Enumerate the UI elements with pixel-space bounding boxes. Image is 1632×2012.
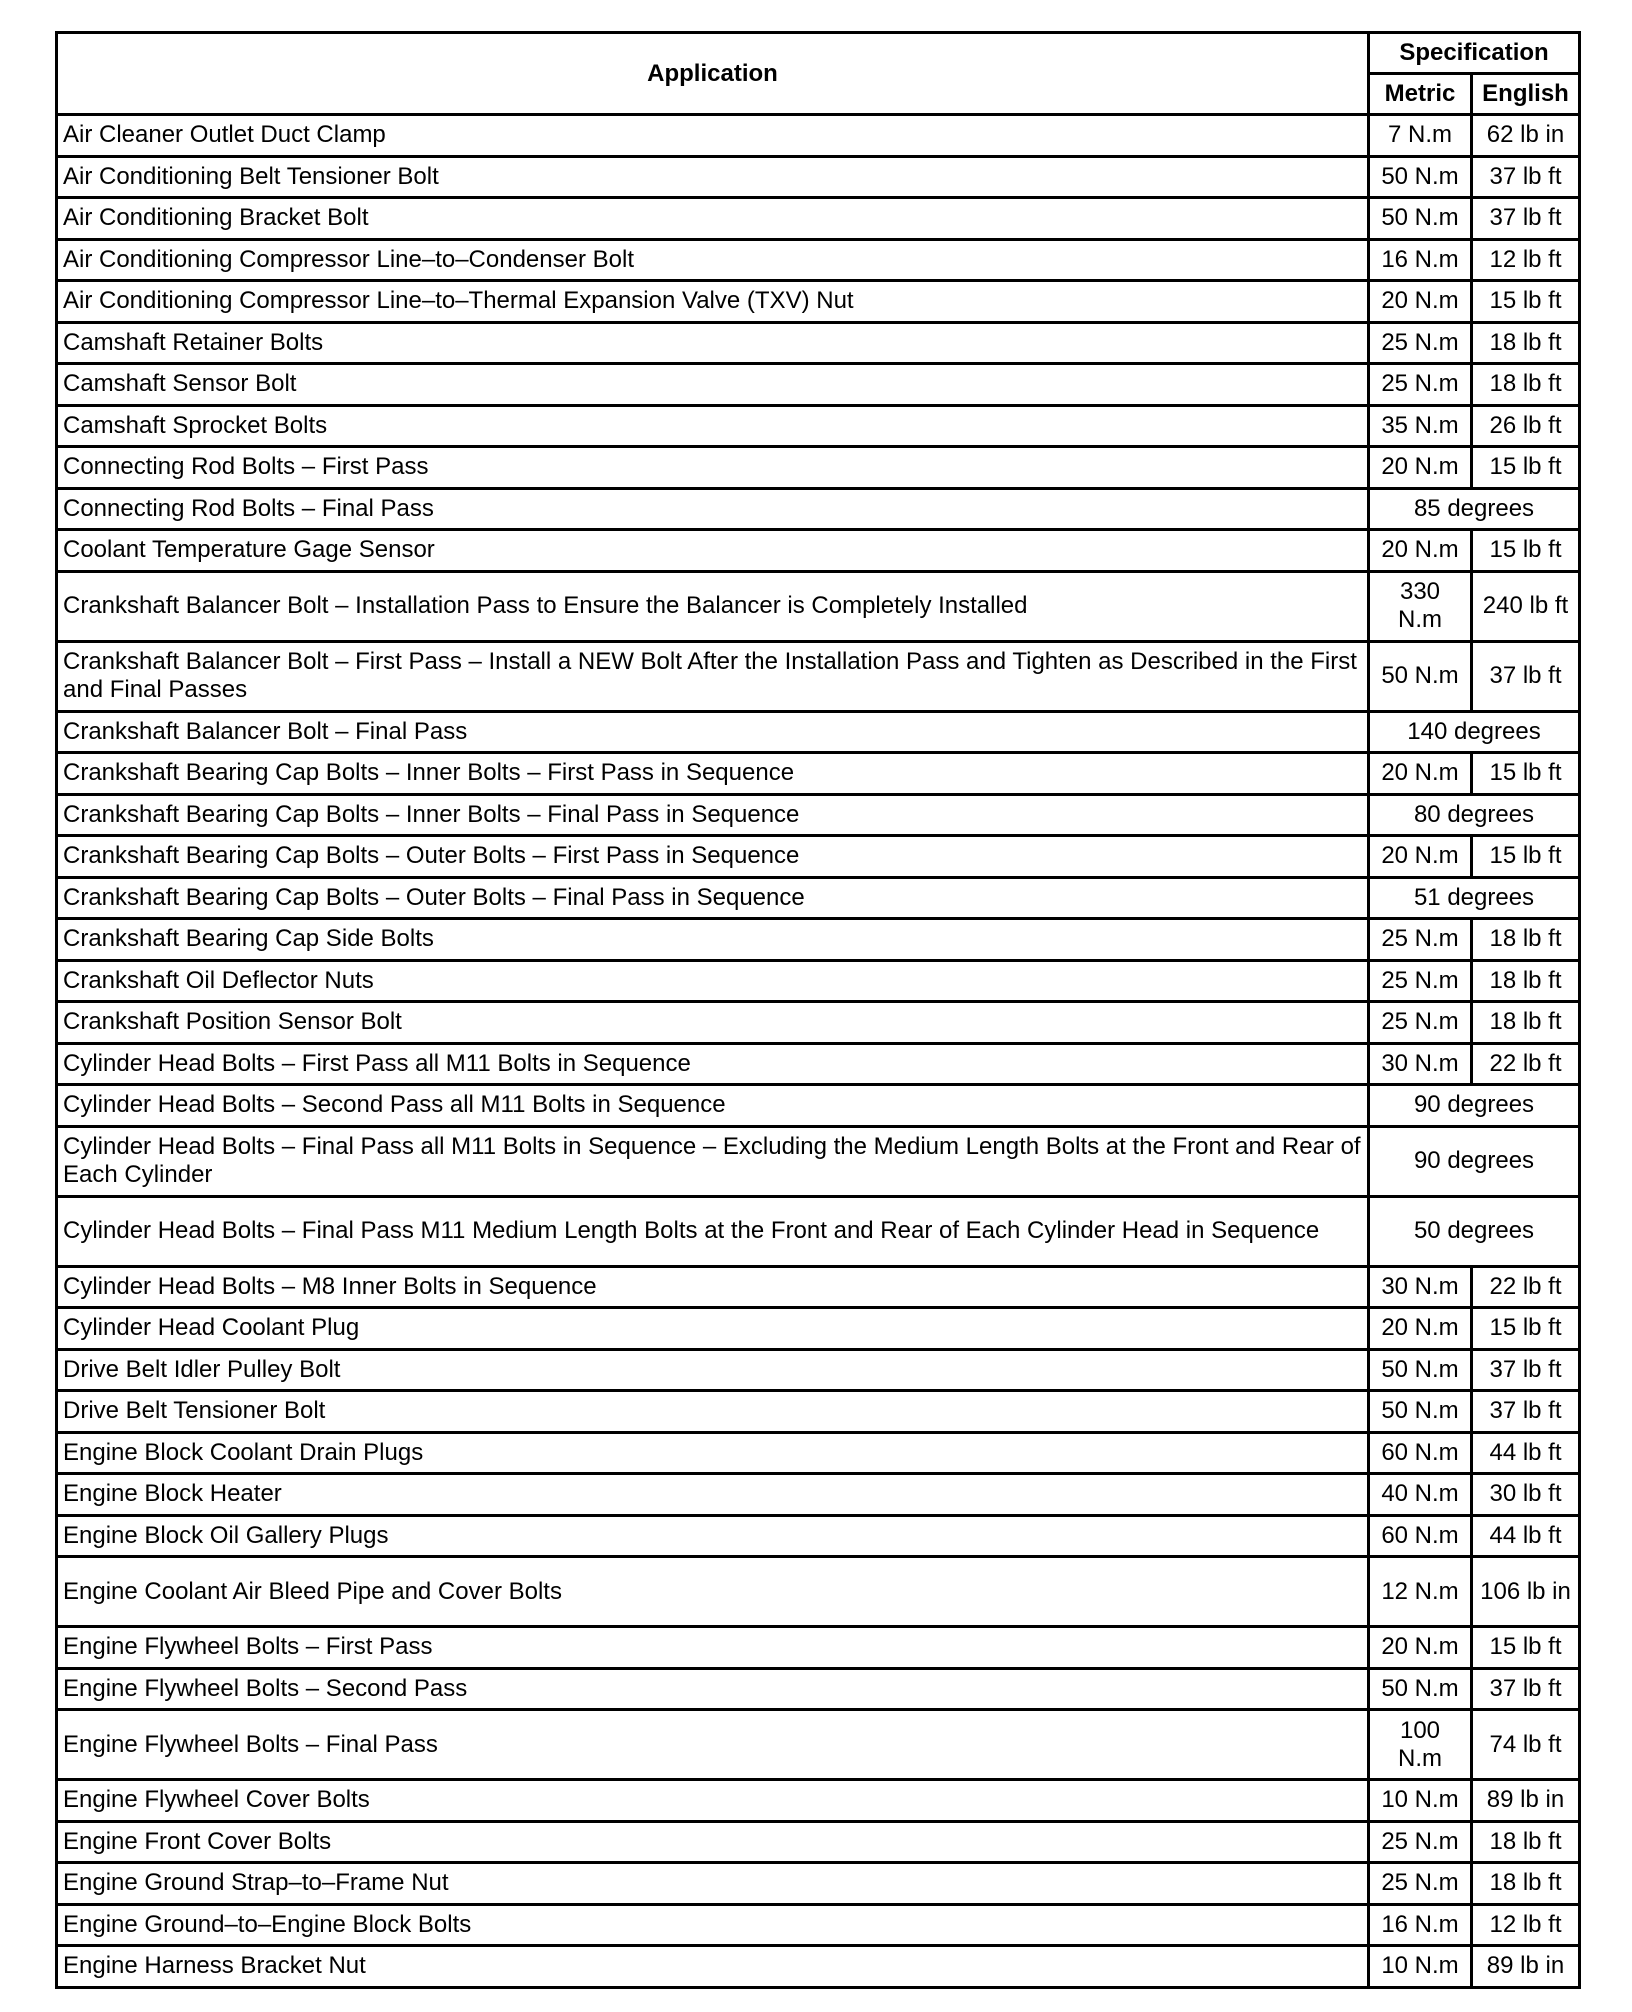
english-cell: 12 lb ft (1472, 1904, 1580, 1946)
metric-cell: 25 N.m (1369, 322, 1472, 364)
metric-cell: 10 N.m (1369, 1946, 1472, 1988)
table-row (57, 1432, 1580, 1474)
table-row (57, 919, 1580, 961)
application-cell: Engine Flywheel Bolts – First Pass (57, 1627, 1369, 1669)
table-row (57, 794, 1580, 836)
table-row (57, 1043, 1580, 1085)
table-row (57, 1266, 1580, 1308)
english-cell: 15 lb ft (1472, 836, 1580, 878)
english-cell: 15 lb ft (1472, 753, 1580, 795)
table-row (57, 281, 1580, 323)
torque-spec-table (55, 31, 1581, 1989)
specification-header: Specification (1369, 33, 1580, 74)
table-row (57, 322, 1580, 364)
english-cell: 18 lb ft (1472, 322, 1580, 364)
table-row (57, 753, 1580, 795)
metric-cell: 50 N.m (1369, 1668, 1472, 1710)
application-cell: Engine Coolant Air Bleed Pipe and Cover Bolts (57, 1557, 1369, 1627)
table-row (57, 1349, 1580, 1391)
english-cell: 18 lb ft (1472, 1821, 1580, 1863)
english-cell: 15 lb ft (1472, 530, 1580, 572)
metric-cell: 50 N.m (1369, 156, 1472, 198)
application-cell: Cylinder Head Bolts – Final Pass M11 Medium Length Bolts at the Front and Rear of Each Cylinder Head in Sequence (57, 1196, 1369, 1266)
table-row (57, 960, 1580, 1002)
english-cell: 106 lb in (1472, 1557, 1580, 1627)
application-cell: Engine Flywheel Bolts – Final Pass (57, 1710, 1369, 1780)
table-row (57, 1474, 1580, 1516)
metric-cell: 25 N.m (1369, 960, 1472, 1002)
english-cell: 37 lb ft (1472, 1391, 1580, 1433)
application-cell: Coolant Temperature Gage Sensor (57, 530, 1369, 572)
application-cell: Engine Block Oil Gallery Plugs (57, 1515, 1369, 1557)
metric-cell: 10 N.m (1369, 1780, 1472, 1822)
angle-spec-cell: 140 degrees (1369, 711, 1580, 753)
table-body (57, 115, 1580, 1988)
application-cell: Air Conditioning Compressor Line–to–Condenser Bolt (57, 239, 1369, 281)
english-cell: 89 lb in (1472, 1946, 1580, 1988)
angle-spec-cell: 90 degrees (1369, 1126, 1580, 1196)
table-row (57, 1780, 1580, 1822)
angle-spec-cell: 50 degrees (1369, 1196, 1580, 1266)
application-cell: Engine Front Cover Bolts (57, 1821, 1369, 1863)
english-cell: 15 lb ft (1472, 447, 1580, 489)
english-cell: 37 lb ft (1472, 641, 1580, 711)
application-cell: Camshaft Sensor Bolt (57, 364, 1369, 406)
application-cell: Cylinder Head Bolts – Final Pass all M11 Bolts in Sequence – Excluding the Medium Length Bolts at the Front and Rear of Each Cylinder (57, 1126, 1369, 1196)
angle-spec-cell: 51 degrees (1369, 877, 1580, 919)
application-cell: Drive Belt Tensioner Bolt (57, 1391, 1369, 1433)
table-row (57, 1515, 1580, 1557)
metric-cell: 25 N.m (1369, 919, 1472, 961)
application-cell: Crankshaft Bearing Cap Bolts – Inner Bolts – Final Pass in Sequence (57, 794, 1369, 836)
angle-spec-cell: 80 degrees (1369, 794, 1580, 836)
metric-header: Metric (1369, 74, 1472, 115)
application-cell: Connecting Rod Bolts – Final Pass (57, 488, 1369, 530)
table-row (57, 1863, 1580, 1905)
application-cell: Engine Flywheel Bolts – Second Pass (57, 1668, 1369, 1710)
english-cell: 26 lb ft (1472, 405, 1580, 447)
metric-cell: 25 N.m (1369, 364, 1472, 406)
metric-cell: 50 N.m (1369, 641, 1472, 711)
table-row (57, 239, 1580, 281)
table-row (57, 156, 1580, 198)
english-cell: 18 lb ft (1472, 364, 1580, 406)
application-cell: Crankshaft Bearing Cap Side Bolts (57, 919, 1369, 961)
table-row (57, 1821, 1580, 1863)
metric-cell: 35 N.m (1369, 405, 1472, 447)
application-cell: Cylinder Head Bolts – First Pass all M11 Bolts in Sequence (57, 1043, 1369, 1085)
table-row (57, 1627, 1580, 1669)
english-cell: 15 lb ft (1472, 1308, 1580, 1350)
table-row (57, 364, 1580, 406)
metric-cell: 50 N.m (1369, 198, 1472, 240)
table-row (57, 488, 1580, 530)
application-cell: Cylinder Head Bolts – Second Pass all M11 Bolts in Sequence (57, 1085, 1369, 1127)
table-row (57, 1668, 1580, 1710)
table-header (57, 33, 1580, 115)
english-cell: 89 lb in (1472, 1780, 1580, 1822)
english-cell: 37 lb ft (1472, 156, 1580, 198)
table-row (57, 447, 1580, 489)
metric-cell: 20 N.m (1369, 1308, 1472, 1350)
table-row (57, 405, 1580, 447)
application-header: Application (57, 33, 1369, 115)
application-cell: Engine Ground Strap–to–Frame Nut (57, 1863, 1369, 1905)
metric-cell: 50 N.m (1369, 1349, 1472, 1391)
application-cell: Air Conditioning Bracket Bolt (57, 198, 1369, 240)
table-row (57, 836, 1580, 878)
english-cell: 18 lb ft (1472, 919, 1580, 961)
table-row (57, 1557, 1580, 1627)
application-cell: Crankshaft Bearing Cap Bolts – Inner Bolts – First Pass in Sequence (57, 753, 1369, 795)
english-cell: 44 lb ft (1472, 1432, 1580, 1474)
application-cell: Crankshaft Balancer Bolt – Final Pass (57, 711, 1369, 753)
application-cell: Crankshaft Bearing Cap Bolts – Outer Bolts – Final Pass in Sequence (57, 877, 1369, 919)
metric-cell: 25 N.m (1369, 1863, 1472, 1905)
english-cell: 37 lb ft (1472, 198, 1580, 240)
application-cell: Engine Block Coolant Drain Plugs (57, 1432, 1369, 1474)
english-cell: 62 lb in (1472, 115, 1580, 157)
table-row (57, 530, 1580, 572)
metric-cell: 7 N.m (1369, 115, 1472, 157)
english-cell: 37 lb ft (1472, 1668, 1580, 1710)
table-row (57, 1710, 1580, 1780)
application-cell: Crankshaft Oil Deflector Nuts (57, 960, 1369, 1002)
english-cell: 18 lb ft (1472, 960, 1580, 1002)
english-cell: 12 lb ft (1472, 239, 1580, 281)
application-cell: Connecting Rod Bolts – First Pass (57, 447, 1369, 489)
metric-cell: 30 N.m (1369, 1043, 1472, 1085)
table-row (57, 1946, 1580, 1988)
table-row (57, 1391, 1580, 1433)
english-cell: 18 lb ft (1472, 1863, 1580, 1905)
application-cell: Engine Ground–to–Engine Block Bolts (57, 1904, 1369, 1946)
english-cell: 44 lb ft (1472, 1515, 1580, 1557)
table-row (57, 1904, 1580, 1946)
angle-spec-cell: 90 degrees (1369, 1085, 1580, 1127)
english-cell: 15 lb ft (1472, 1627, 1580, 1669)
application-cell: Air Conditioning Belt Tensioner Bolt (57, 156, 1369, 198)
metric-cell: 60 N.m (1369, 1515, 1472, 1557)
metric-cell: 16 N.m (1369, 1904, 1472, 1946)
table-row (57, 1002, 1580, 1044)
english-cell: 240 lb ft (1472, 571, 1580, 641)
table-row (57, 1308, 1580, 1350)
application-cell: Drive Belt Idler Pulley Bolt (57, 1349, 1369, 1391)
table-row (57, 115, 1580, 157)
application-cell: Camshaft Sprocket Bolts (57, 405, 1369, 447)
english-cell: 22 lb ft (1472, 1266, 1580, 1308)
application-cell: Cylinder Head Coolant Plug (57, 1308, 1369, 1350)
application-cell: Camshaft Retainer Bolts (57, 322, 1369, 364)
english-header: English (1472, 74, 1580, 115)
table-row (57, 1085, 1580, 1127)
table-row (57, 711, 1580, 753)
application-cell: Engine Harness Bracket Nut (57, 1946, 1369, 1988)
table-row (57, 1126, 1580, 1196)
english-cell: 22 lb ft (1472, 1043, 1580, 1085)
table-row (57, 877, 1580, 919)
metric-cell: 25 N.m (1369, 1002, 1472, 1044)
application-cell: Air Conditioning Compressor Line–to–Thermal Expansion Valve (TXV) Nut (57, 281, 1369, 323)
application-cell: Air Cleaner Outlet Duct Clamp (57, 115, 1369, 157)
metric-cell: 20 N.m (1369, 753, 1472, 795)
application-cell: Crankshaft Balancer Bolt – Installation Pass to Ensure the Balancer is Completely Installed (57, 571, 1369, 641)
metric-cell: 12 N.m (1369, 1557, 1472, 1627)
metric-cell: 30 N.m (1369, 1266, 1472, 1308)
english-cell: 18 lb ft (1472, 1002, 1580, 1044)
english-cell: 30 lb ft (1472, 1474, 1580, 1516)
table-row (57, 571, 1580, 641)
metric-cell: 40 N.m (1369, 1474, 1472, 1516)
english-cell: 15 lb ft (1472, 281, 1580, 323)
application-cell: Engine Block Heater (57, 1474, 1369, 1516)
metric-cell: 330 N.m (1369, 571, 1472, 641)
application-cell: Crankshaft Bearing Cap Bolts – Outer Bolts – First Pass in Sequence (57, 836, 1369, 878)
angle-spec-cell: 85 degrees (1369, 488, 1580, 530)
metric-cell: 20 N.m (1369, 281, 1472, 323)
application-cell: Crankshaft Balancer Bolt – First Pass – Install a NEW Bolt After the Installation Pass and Tighten as Described in the First and Final Passes (57, 641, 1369, 711)
table-row (57, 198, 1580, 240)
metric-cell: 100 N.m (1369, 1710, 1472, 1780)
metric-cell: 50 N.m (1369, 1391, 1472, 1433)
application-cell: Cylinder Head Bolts – M8 Inner Bolts in Sequence (57, 1266, 1369, 1308)
metric-cell: 20 N.m (1369, 836, 1472, 878)
table-row (57, 641, 1580, 711)
application-cell: Crankshaft Position Sensor Bolt (57, 1002, 1369, 1044)
metric-cell: 25 N.m (1369, 1821, 1472, 1863)
metric-cell: 20 N.m (1369, 447, 1472, 489)
table-row (57, 1196, 1580, 1266)
metric-cell: 20 N.m (1369, 1627, 1472, 1669)
english-cell: 37 lb ft (1472, 1349, 1580, 1391)
metric-cell: 60 N.m (1369, 1432, 1472, 1474)
application-cell: Engine Flywheel Cover Bolts (57, 1780, 1369, 1822)
metric-cell: 20 N.m (1369, 530, 1472, 572)
english-cell: 74 lb ft (1472, 1710, 1580, 1780)
metric-cell: 16 N.m (1369, 239, 1472, 281)
